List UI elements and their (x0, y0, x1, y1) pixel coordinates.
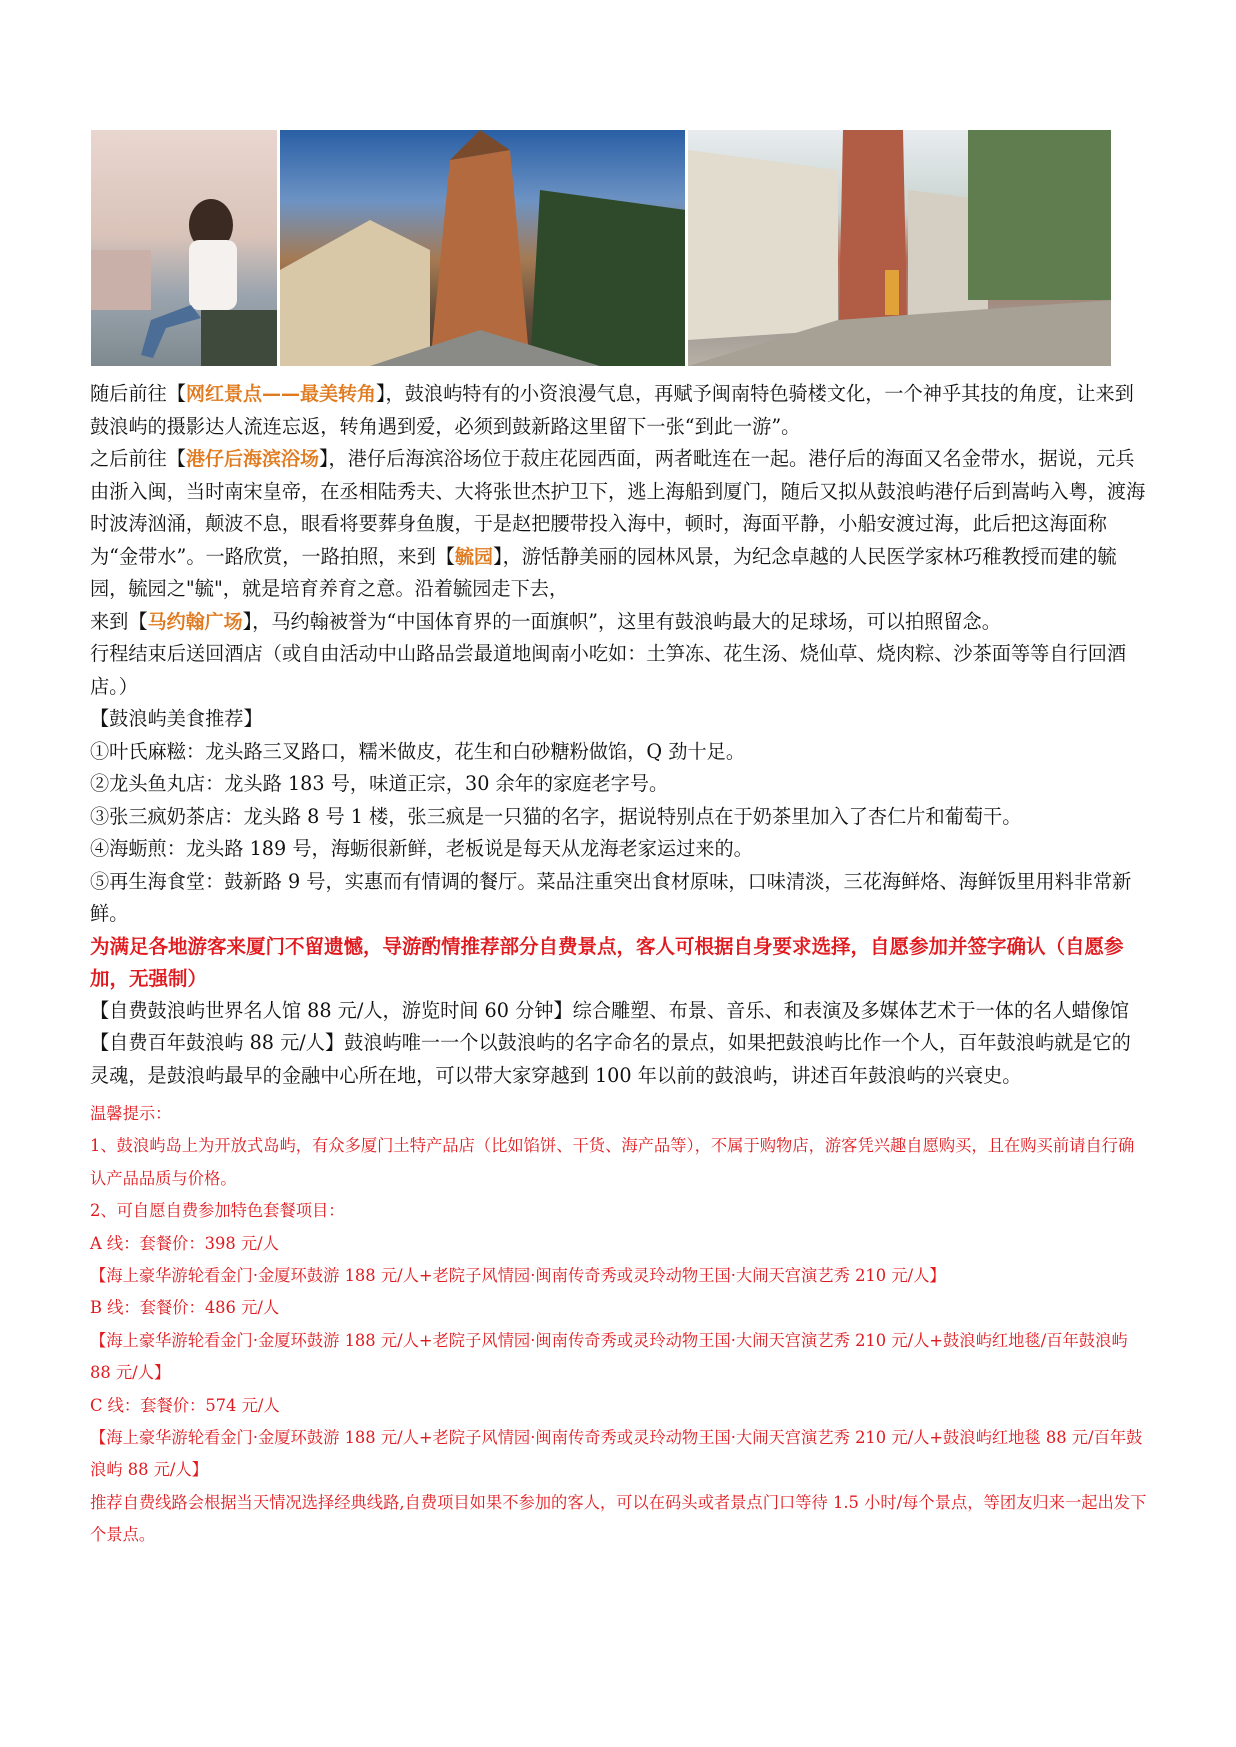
text: 】，游恬静美丽的园林风景，为纪念卓越的人民医学家林巧稚教授而建的毓园，毓园之"毓"，就是培育养育之意。沿着毓园走下去， (90, 544, 1117, 600)
optional-museum: 【自费鼓浪屿世界名人馆 88 元/人，游览时间 60 分钟】综合雕塑、布景、音乐、和表演及多媒体艺术于一体的名人蜡像馆 (90, 998, 1130, 1022)
highlight-square: 马约翰广场 (147, 610, 243, 633)
paragraph-square (90, 606, 1148, 639)
tips-closing: 推荐自费线路会根据当天情况选择经典线路,自费项目如果不参加的客人，可以在码头或者景点门口等待 1.5 小时/每个景点，等团友归来一起出发下个景点。 (90, 1492, 1147, 1545)
optional-notice: 为满足各地游客来厦门不留遗憾，导游酌情推荐部分自费景点，客人可根据自身要求选择，自愿参加并签字确认（自愿参加，无强制） (90, 934, 1124, 990)
text: 】，港仔后海滨浴场位于菽庄花园西面，两者毗连在一起。港仔后的海面又名金带水，据说，元兵由浙入闽，当时南宋皇帝，在丞相陆秀夫、大将张世杰护卫下，逃上海船到厦门，随后又拟从鼓浪屿港仔后到嵩屿入粤，渡海时波涛汹涌，颠波不息，眼看将要葬身鱼腹，于是赵把腰带投入海中，顿时，海面平静，小船安渡过海，此后把这海面称为“金带水”。一路欣赏，一路拍照，来到【 (90, 447, 1146, 568)
highlight-corner: 网红景点——最美转角 (185, 383, 376, 405)
paragraph-return: 行程结束后送回酒店（或自由活动中山路品尝最道地闽南小吃如：土笋冻、花生汤、烧仙草、烧肉粽、沙茶面等等自行回酒店。） (90, 642, 1127, 698)
food-item: ⑤再生海食堂：鼓新路 9 号，实惠而有情调的餐厅。菜品注重突出食材原味，口味清淡，三花海鲜烙、海鲜饭里用料非常新鲜。 (90, 869, 1132, 925)
package-b-detail: 【海上豪华游轮看金门·金厦环鼓游 188 元/人+老院子风情园·闽南传奇秀或灵玲动物王国·大闹天宫演艺秀 210 元/人+鼓浪屿红地毯/百年鼓浪屿 88 元/人】 (90, 1330, 1128, 1383)
text: 】，鼓浪屿特有的小资浪漫气息，再赋予闽南特色骑楼文化，一个神乎其技的角度，让来到鼓浪屿的摄影达人流连忘返，转角遇到爱，必须到鼓新路这里留下一张“到此一游”。 (90, 382, 1134, 438)
highlight-beach: 港仔后海滨浴场 (185, 448, 319, 470)
highlight-yuyuan: 毓园 (455, 545, 494, 568)
food-item: ④海蛎煎：龙头路 189 号，海蛎很新鲜，老板说是每天从龙海老家运过来的。 (90, 837, 753, 860)
paragraph-beach (90, 443, 1148, 606)
tip-packages: 2、可自愿自费参加特色套餐项目： (90, 1201, 345, 1221)
food-title: 【鼓浪屿美食推荐】 (90, 707, 263, 730)
food-item: ③张三疯奶茶店：龙头路 8 号 1 楼，张三疯是一只猫的名字，据说特别点在于奶茶里加入了杏仁片和葡萄干。 (90, 804, 1022, 828)
paragraph-corner (90, 378, 1148, 443)
tip-shops: 1、鼓浪屿岛上为开放式岛屿，有众多厦门土特产品店（比如馅饼、干货、海产品等），不属于购物店，游客凭兴趣自愿购买，且在购买前请自行确认产品品质与价格。 (90, 1136, 1135, 1188)
text: 随后前往【 (90, 382, 186, 405)
tips-section (90, 1098, 1148, 1552)
optional-century: 【自费百年鼓浪屿 88 元/人】鼓浪屿唯一一个以鼓浪屿的名字命名的景点，如果把鼓浪屿比作一个人，百年鼓浪屿就是它的灵魂，是鼓浪屿最早的金融中心所在地，可以带大家穿越到 100 年以前的鼓浪屿，讲述百年鼓浪屿的兴衰史。 (90, 1031, 1131, 1087)
food-item: ①叶氏麻糍：龙头路三叉路口，糯米做皮，花生和白砂糖粉做馅，Q 劲十足。 (90, 739, 746, 763)
text: 】，马约翰被誉为“中国体育界的一面旗帜”，这里有鼓浪屿最大的足球场，可以拍照留念。 (242, 609, 1001, 633)
photo-strip (91, 130, 1111, 366)
package-a-price: A 线：套餐价：398 元/人 (90, 1233, 279, 1253)
itinerary-text (90, 378, 1148, 1552)
tips-title: 温馨提示： (90, 1104, 172, 1123)
corner-building-photo (280, 130, 685, 366)
food-item: ②龙头鱼丸店：龙头路 183 号，味道正宗，30 余年的家庭老字号。 (90, 772, 669, 795)
text: 之后前往【 (90, 447, 186, 470)
package-c-detail: 【海上豪华游轮看金门·金厦环鼓游 188 元/人+老院子风情园·闽南传奇秀或灵玲动物王国·大闹天宫演艺秀 210 元/人+鼓浪屿红地毯 88 元/百年鼓浪屿 88 元/人】 (90, 1428, 1143, 1480)
street-corner-photo (688, 130, 1111, 366)
package-c-price: C 线：套餐价：574 元/人 (90, 1395, 280, 1415)
package-a-detail: 【海上豪华游轮看金门·金厦环鼓游 188 元/人+老院子风情园·闽南传奇秀或灵玲动物王国·大闹天宫演艺秀 210 元/人】 (90, 1266, 946, 1286)
woman-sitting-photo (91, 130, 277, 366)
package-b-price: B 线：套餐价：486 元/人 (90, 1298, 280, 1318)
text: 来到【 (90, 609, 148, 633)
